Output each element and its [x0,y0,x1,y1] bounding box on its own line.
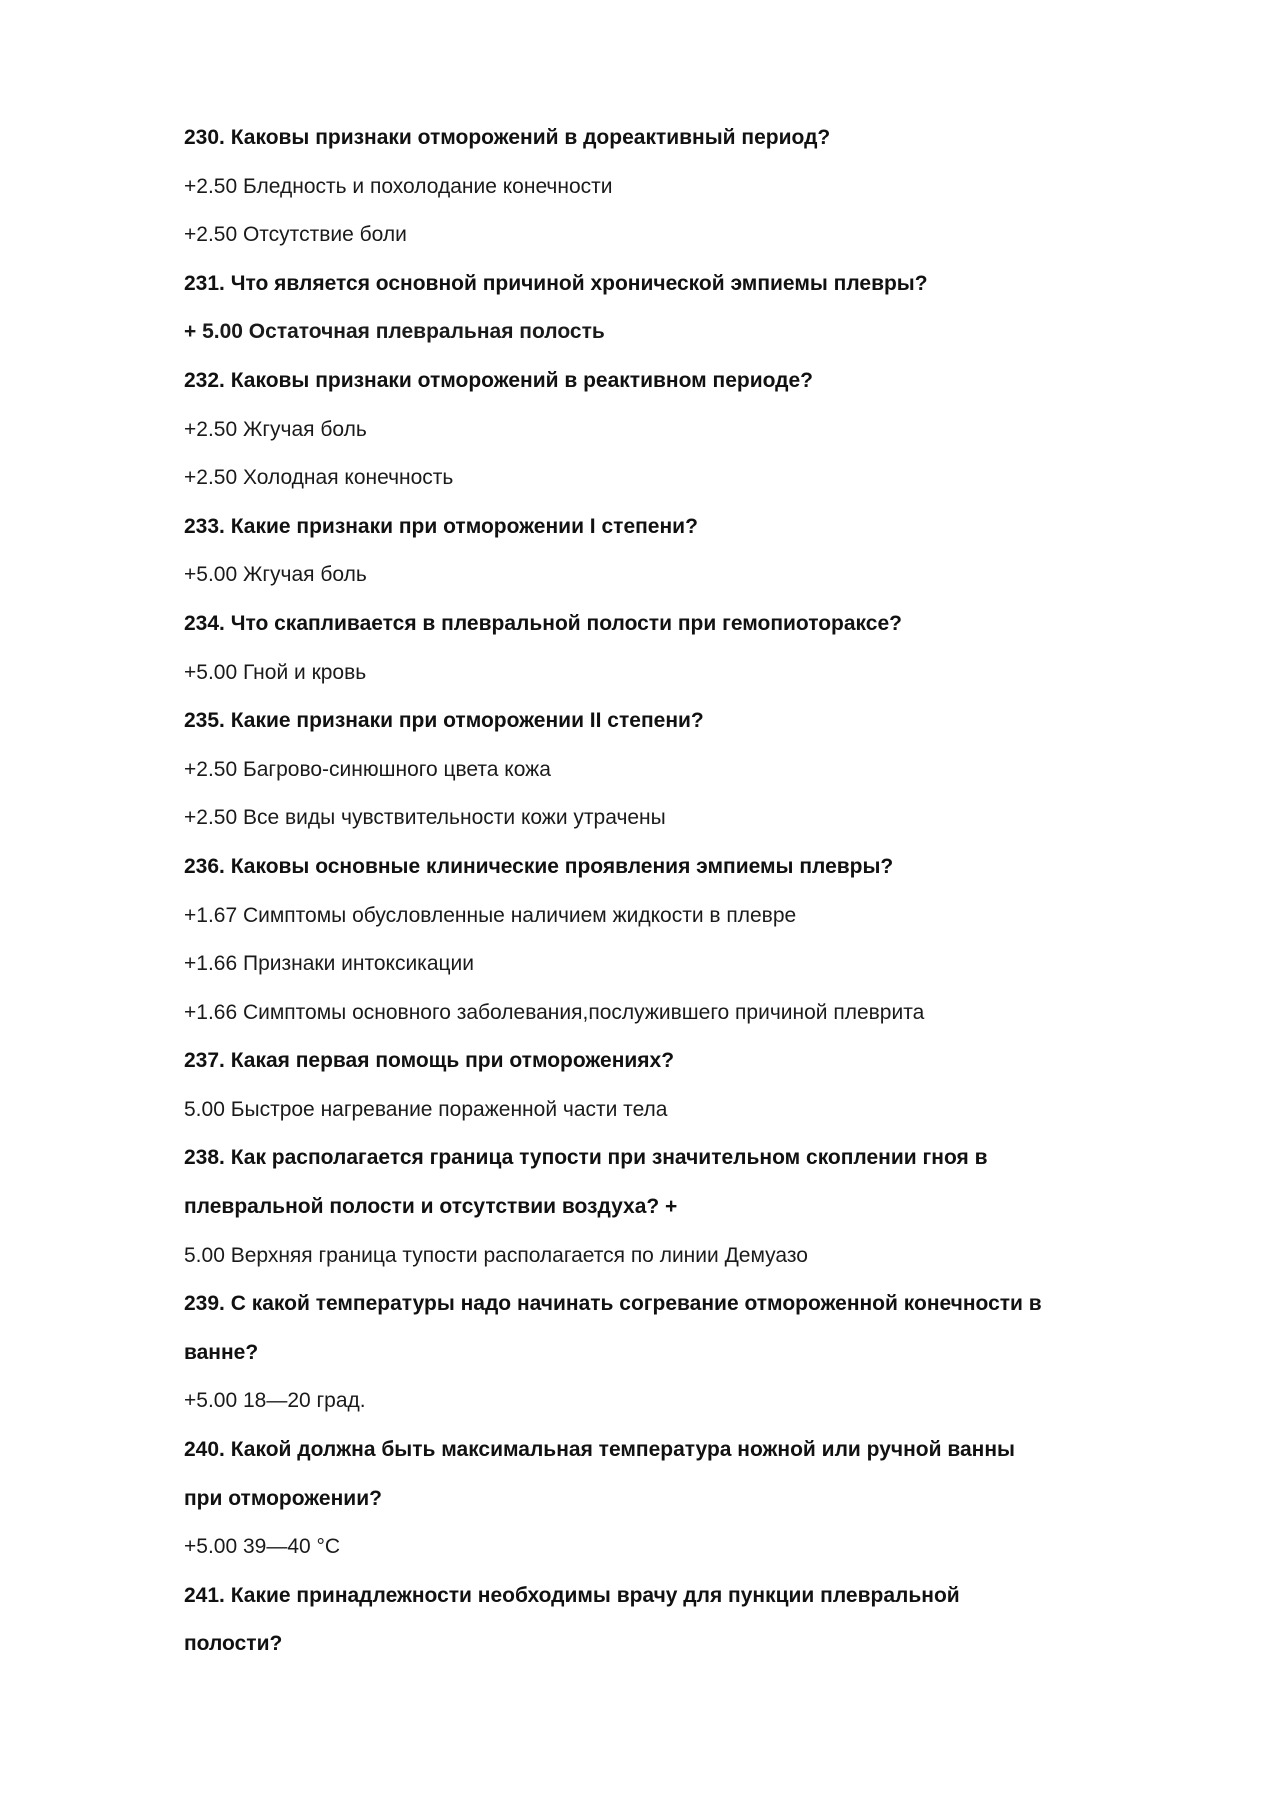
question-line: 231. Что является основной причиной хронической эмпиемы плевры? [184,271,928,295]
document-page [184,114,1084,1669]
question-line: при отморожении? [184,1486,382,1510]
question-line: 241. Какие принадлежности необходимы врачу для пункции плевральной [184,1583,960,1607]
question-line: 232. Каковы признаки отморожений в реактивном периоде? [184,368,813,392]
answer-line: +1.66 Признаки интоксикации [184,952,474,976]
answer-line: +2.50 Багрово-синюшного цвета кожа [184,757,551,781]
question-line: ванне? [184,1340,259,1364]
question-line: 236. Каковы основные клинические проявления эмпиемы плевры? [184,854,894,878]
question-line: полости? [184,1632,283,1656]
answer-line: +5.00 39—40 °С [184,1535,341,1559]
question-line: 230. Каковы признаки отморожений в дореактивный период? [184,126,831,149]
answer-line: +1.67 Симптомы обусловленные наличием жидкости в плевре [184,903,797,927]
question-line: 239. С какой температуры надо начинать согревание отмороженной конечности в [184,1292,1042,1316]
question-line: плевральной полости и отсутствии воздуха? + [184,1195,678,1219]
answer-line: 5.00 Быстрое нагревание пораженной части тела [184,1097,668,1121]
answer-line: +5.00 18—20 град. [184,1389,366,1413]
question-line: 233. Какие признаки при отморожении I степени? [184,514,698,538]
answer-line: + 5.00 Остаточная плевральная полость [184,320,605,344]
answer-line: +2.50 Бледность и похолодание конечности [184,174,613,198]
answer-line: +2.50 Жгучая боль [184,417,367,441]
question-line: 237. Какая первая помощь при отморожениях? [184,1049,675,1073]
answer-line: +5.00 Гной и кровь [184,660,367,684]
answer-line: +2.50 Все виды чувствительности кожи утрачены [184,806,666,830]
answer-line: +2.50 Холодная конечность [184,466,454,490]
question-line: 238. Как располагается граница тупости при значительном скоплении гноя в [184,1146,988,1170]
answer-line: 5.00 Верхняя граница тупости располагается по линии Демуазо [184,1243,808,1267]
answer-line: +1.66 Симптомы основного заболевания,послужившего причиной плеврита [184,1000,925,1024]
question-line: 235. Какие признаки при отморожении II степени? [184,709,704,733]
answer-line: +5.00 Жгучая боль [184,563,367,587]
question-line: 240. Какой должна быть максимальная температура ножной или ручной ванны [184,1438,1015,1462]
answer-line: +2.50 Отсутствие боли [184,223,407,247]
question-line: 234. Что скапливается в плевральной полости при гемопиотораксе? [184,611,902,635]
